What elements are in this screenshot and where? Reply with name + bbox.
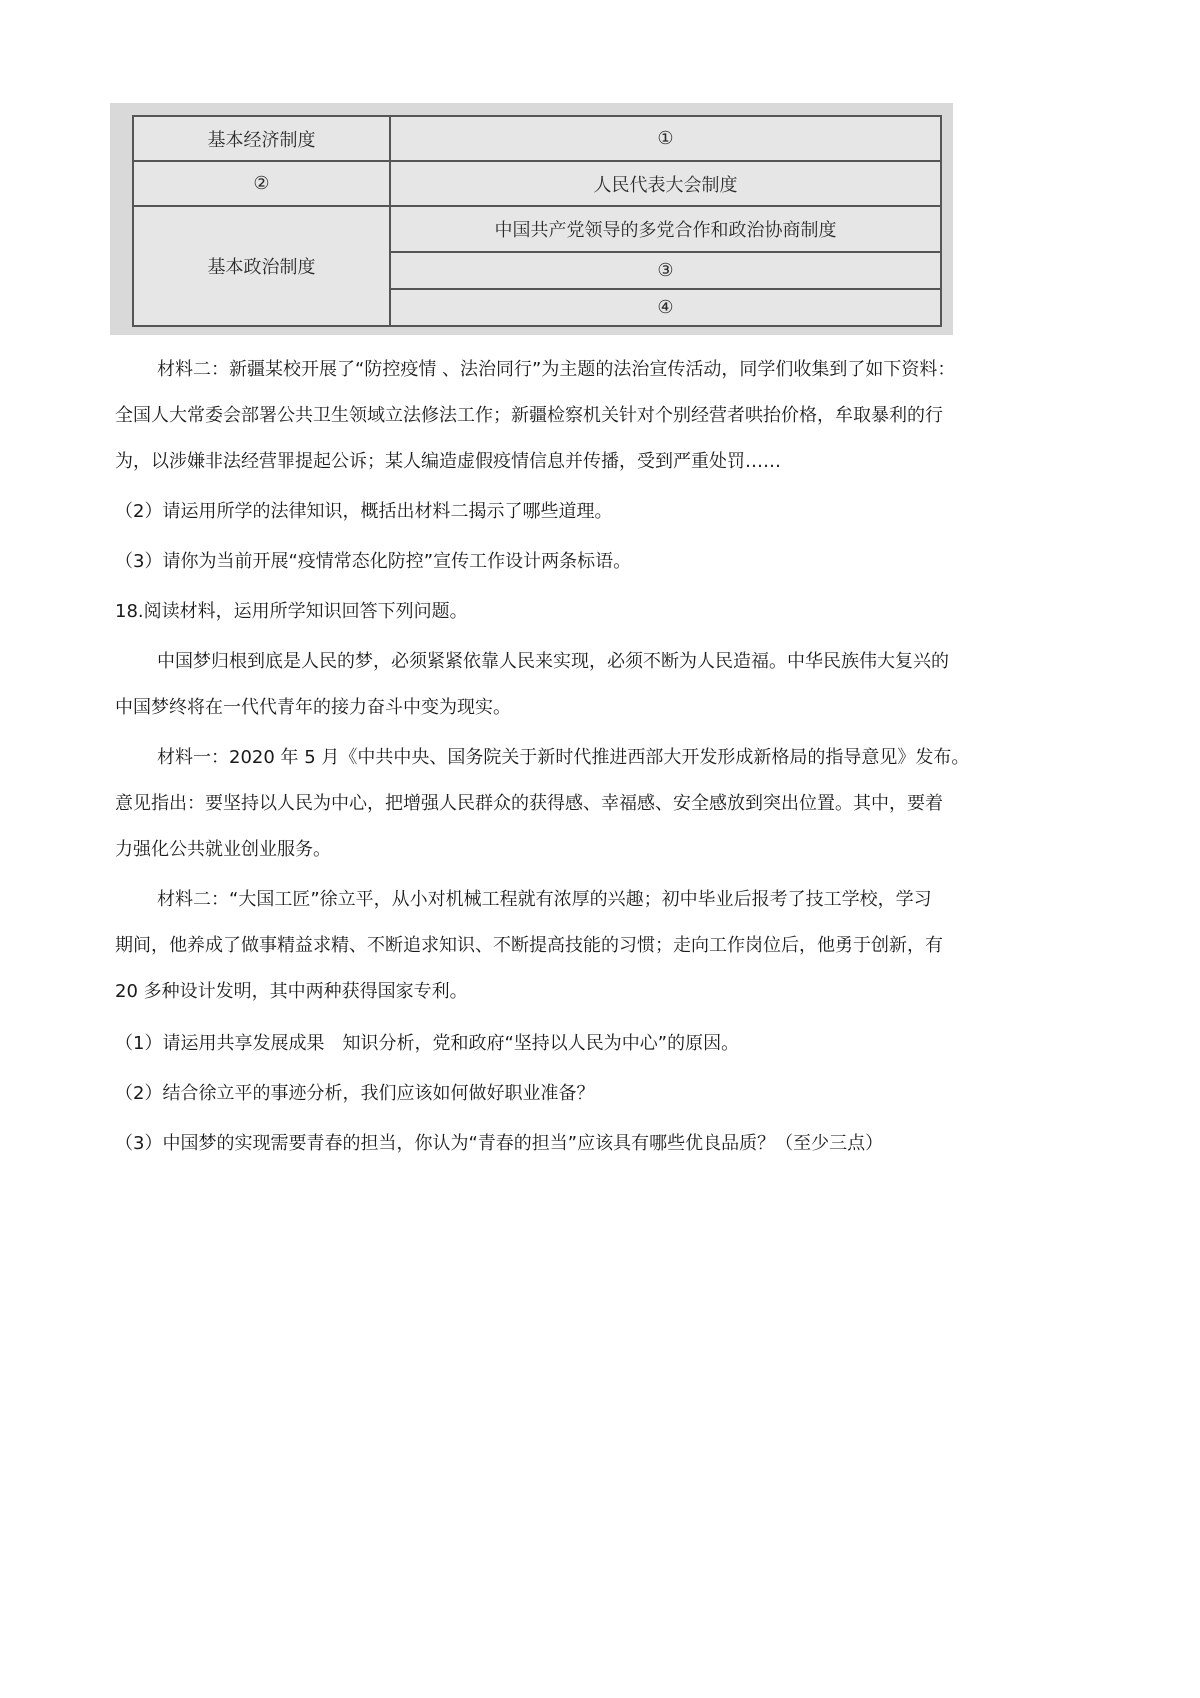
institution-table <box>132 115 942 327</box>
question-17-2: （2）请运用所学的法律知识，概括出材料二揭示了哪些道理。 <box>115 501 613 522</box>
table-cell: ④ <box>390 289 941 326</box>
table-row <box>133 206 941 251</box>
question-18-1: （1）请运用共享发展成果 知识分析，党和政府“坚持以人民为中心”的原因。 <box>115 1033 740 1054</box>
material2-line: 材料二：新疆某校开展了“防控疫情 、法治同行”为主题的法治宣传活动，同学们收集到了如下资料： <box>157 359 956 380</box>
table-cell: 人民代表大会制度 <box>390 161 941 206</box>
question-18-2: （2）结合徐立平的事迹分析，我们应该如何做好职业准备？ <box>115 1083 595 1104</box>
material1-line: 意见指出：要坚持以人民为中心，把增强人民群众的获得感、幸福感、安全感放到突出位置。其中，要着 <box>115 793 943 814</box>
material2-line: 材料二：“大国工匠”徐立平，从小对机械工程就有浓厚的兴趣；初中毕业后报考了技工学校，学习 <box>157 889 932 910</box>
intro-line: 中国梦归根到底是人民的梦，必须紧紧依靠人民来实现，必须不断为人民造福。中华民族伟大复兴的 <box>157 651 949 672</box>
table-cell: 中国共产党领导的多党合作和政治协商制度 <box>390 206 941 251</box>
table-cell: ② <box>133 161 390 206</box>
material2-line: 20 多种设计发明，其中两种获得国家专利。 <box>115 981 468 1002</box>
material2-line: 期间，他养成了做事精益求精、不断追求知识、不断提高技能的习惯；走向工作岗位后，他勇于创新，有 <box>115 935 943 956</box>
table-row <box>133 161 941 206</box>
question-17-3: （3）请你为当前开展“疫情常态化防控”宣传工作设计两条标语。 <box>115 551 632 572</box>
intro-line: 中国梦终将在一代代青年的接力奋斗中变为现实。 <box>115 697 511 718</box>
question-18-3: （3）中国梦的实现需要青春的担当，你认为“青春的担当”应该具有哪些优良品质？（至少三点） <box>115 1133 884 1154</box>
scanned-table-image <box>110 103 953 335</box>
material2-line: 为，以涉嫌非法经营罪提起公诉；某人编造虚假疫情信息并传播，受到严重处罚…… <box>115 451 781 472</box>
material2-line: 全国人大常委会部署公共卫生领域立法修法工作；新疆检察机关针对个别经营者哄抬价格，牟取暴利的行 <box>115 405 943 426</box>
table-cell: 基本经济制度 <box>133 116 390 161</box>
table-cell: ① <box>390 116 941 161</box>
table-cell: 基本政治制度 <box>133 206 390 326</box>
question-18-title: 18.阅读材料，运用所学知识回答下列问题。 <box>115 601 468 622</box>
material1-line: 材料一：2020 年 5 月《中共中央、国务院关于新时代推进西部大开发形成新格局的指导意见》发布。 <box>157 747 970 768</box>
table-cell: ③ <box>390 252 941 289</box>
table-row <box>133 116 941 161</box>
material1-line: 力强化公共就业创业服务。 <box>115 839 331 860</box>
